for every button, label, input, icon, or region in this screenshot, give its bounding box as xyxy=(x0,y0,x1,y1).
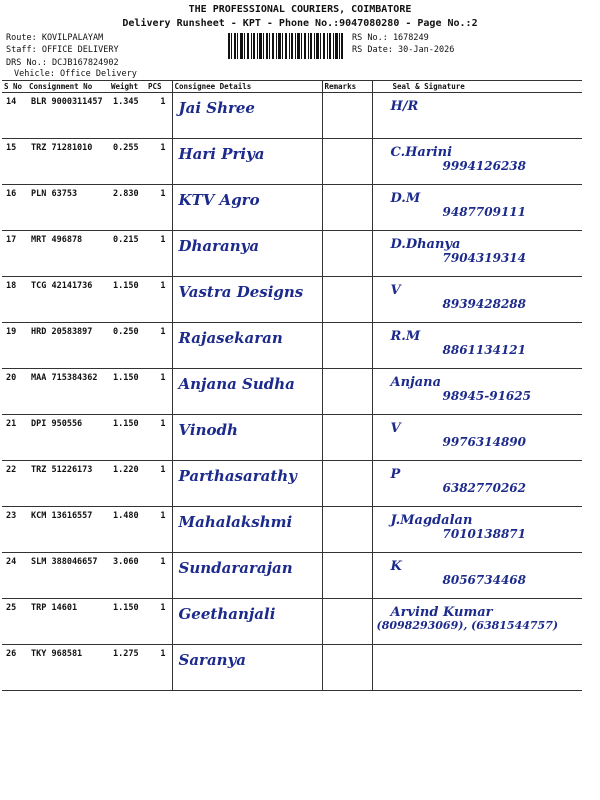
drs-label: DRS No.: DCJB167824902 xyxy=(6,58,119,68)
row-sno: 18 xyxy=(2,277,27,323)
row-consignment-number: TRZ 51226173 xyxy=(27,461,109,507)
row-phone: 8056734468 xyxy=(442,573,526,587)
row-remarks xyxy=(322,553,372,599)
row-weight: 1.480 xyxy=(109,507,146,553)
row-remarks xyxy=(322,93,372,139)
row-pcs: 1 xyxy=(146,185,172,231)
row-weight: 1.150 xyxy=(109,369,146,415)
row-phone: 9487709111 xyxy=(442,205,526,219)
row-sno: 20 xyxy=(2,369,27,415)
row-pcs: 1 xyxy=(146,507,172,553)
runsheet-table-wrapper xyxy=(2,80,582,691)
row-consignment-number: HRD 20583897 xyxy=(27,323,109,369)
row-phone: 98945-91625 xyxy=(442,389,531,403)
row-signature-cell xyxy=(372,323,582,369)
col-consignment: Consignment No xyxy=(27,81,109,93)
row-consignee-name: Hari Priya xyxy=(178,145,265,163)
row-pcs: 1 xyxy=(146,645,172,691)
table-row xyxy=(2,231,582,277)
row-consignee-cell xyxy=(172,277,322,323)
row-signature: R.M xyxy=(390,329,421,344)
row-signature-cell xyxy=(372,139,582,185)
row-consignee-name: Saranya xyxy=(178,651,247,669)
company-title: THE PROFESSIONAL COURIERS, COIMBATORE xyxy=(188,4,412,15)
row-consignee-name: Mahalakshmi xyxy=(178,513,293,531)
row-pcs: 1 xyxy=(146,415,172,461)
row-consignment-number: BLR 9000311457 xyxy=(27,93,109,139)
row-signature-cell xyxy=(372,461,582,507)
row-sno: 22 xyxy=(2,461,27,507)
row-signature-cell xyxy=(372,599,582,645)
row-signature-cell xyxy=(372,645,582,691)
row-consignee-name: Geethanjali xyxy=(178,605,276,623)
row-consignee-cell xyxy=(172,461,322,507)
table-row xyxy=(2,185,582,231)
row-remarks xyxy=(322,645,372,691)
row-phone: 8861134121 xyxy=(442,343,526,357)
row-phone: 6382770262 xyxy=(442,481,526,495)
row-weight: 0.255 xyxy=(109,139,146,185)
row-sno: 21 xyxy=(2,415,27,461)
row-pcs: 1 xyxy=(146,461,172,507)
row-consignee-name: Vastra Designs xyxy=(178,283,304,301)
barcode-icon xyxy=(228,33,343,59)
row-consignee-name: Vinodh xyxy=(178,421,238,439)
vehicle-label: Vehicle: Office Delivery xyxy=(14,69,137,79)
table-row xyxy=(2,553,582,599)
row-pcs: 1 xyxy=(146,553,172,599)
row-signature-cell xyxy=(372,277,582,323)
row-consignment-number: PLN 63753 xyxy=(27,185,109,231)
rs-number: RS No.: 1678249 xyxy=(352,33,429,43)
row-signature: Arvind Kumar xyxy=(390,605,493,620)
row-sno: 24 xyxy=(2,553,27,599)
row-pcs: 1 xyxy=(146,139,172,185)
row-consignment-number: TCG 42141736 xyxy=(27,277,109,323)
row-weight: 1.345 xyxy=(109,93,146,139)
table-row xyxy=(2,415,582,461)
row-consignment-number: SLM 388046657 xyxy=(27,553,109,599)
row-sno: 14 xyxy=(2,93,27,139)
row-consignee-name: Anjana Sudha xyxy=(178,375,295,393)
route-label: Route: KOVILPALAYAM xyxy=(6,33,104,43)
row-weight: 1.150 xyxy=(109,415,146,461)
row-consignee-cell xyxy=(172,553,322,599)
row-remarks xyxy=(322,507,372,553)
col-weight: Weight xyxy=(109,81,146,93)
row-remarks xyxy=(322,185,372,231)
col-sno: S No xyxy=(2,81,27,93)
table-row xyxy=(2,461,582,507)
row-sno: 19 xyxy=(2,323,27,369)
row-remarks xyxy=(322,231,372,277)
row-signature-cell xyxy=(372,231,582,277)
table-row xyxy=(2,139,582,185)
row-consignee-cell xyxy=(172,231,322,277)
row-consignee-name: Dharanya xyxy=(178,237,260,255)
row-consignment-number: TRZ 71281010 xyxy=(27,139,109,185)
row-consignment-number: DPI 950556 xyxy=(27,415,109,461)
row-signature: D.Dhanya xyxy=(390,237,461,252)
col-pcs: PCS xyxy=(146,81,172,93)
row-phone: 9976314890 xyxy=(442,435,526,449)
row-consignee-name: KTV Agro xyxy=(178,191,260,209)
row-signature: J.Magdalan xyxy=(390,513,473,528)
row-signature: V xyxy=(390,421,401,436)
row-sno: 25 xyxy=(2,599,27,645)
table-row xyxy=(2,507,582,553)
row-weight: 1.220 xyxy=(109,461,146,507)
row-phone: 8939428288 xyxy=(442,297,526,311)
row-pcs: 1 xyxy=(146,231,172,277)
staff-label: Staff: OFFICE DELIVERY xyxy=(6,45,119,55)
row-sno: 16 xyxy=(2,185,27,231)
row-signature: H/R xyxy=(390,99,419,114)
row-consignee-cell xyxy=(172,415,322,461)
row-phone: 9994126238 xyxy=(442,159,526,173)
table-row xyxy=(2,369,582,415)
row-pcs: 1 xyxy=(146,323,172,369)
row-consignee-cell xyxy=(172,645,322,691)
row-pcs: 1 xyxy=(146,369,172,415)
row-remarks xyxy=(322,599,372,645)
row-weight: 3.060 xyxy=(109,553,146,599)
row-consignee-cell xyxy=(172,323,322,369)
row-signature-cell xyxy=(372,93,582,139)
col-remarks: Remarks xyxy=(322,81,372,93)
row-signature-cell xyxy=(372,185,582,231)
row-consignee-name: Parthasarathy xyxy=(178,467,297,485)
row-pcs: 1 xyxy=(146,277,172,323)
row-phone: (8098293069), (6381544757) xyxy=(376,619,559,632)
row-consignee-name: Sundararajan xyxy=(178,559,293,577)
row-weight: 1.150 xyxy=(109,599,146,645)
row-consignment-number: MAA 715384362 xyxy=(27,369,109,415)
row-consignee-cell xyxy=(172,185,322,231)
row-consignment-number: KCM 13616557 xyxy=(27,507,109,553)
rs-date: RS Date: 30-Jan-2026 xyxy=(352,45,455,55)
row-remarks xyxy=(322,369,372,415)
row-phone: 7904319314 xyxy=(442,251,526,265)
row-signature-cell xyxy=(372,553,582,599)
table-header-row xyxy=(2,81,582,93)
row-remarks xyxy=(322,139,372,185)
row-signature-cell xyxy=(372,415,582,461)
runsheet-title: Delivery Runsheet - KPT - Phone No.:9047080280 - Page No.:2 xyxy=(122,18,478,29)
row-remarks xyxy=(322,415,372,461)
row-signature: P xyxy=(390,467,401,482)
row-signature-cell xyxy=(372,507,582,553)
row-weight: 1.150 xyxy=(109,277,146,323)
row-weight: 0.215 xyxy=(109,231,146,277)
row-signature: V xyxy=(390,283,401,298)
row-weight: 2.830 xyxy=(109,185,146,231)
row-consignee-cell xyxy=(172,599,322,645)
row-consignee-name: Jai Shree xyxy=(178,99,255,117)
row-consignment-number: TRP 14601 xyxy=(27,599,109,645)
row-signature: K xyxy=(390,559,402,574)
row-signature: C.Harini xyxy=(390,145,453,160)
row-remarks xyxy=(322,323,372,369)
row-sno: 15 xyxy=(2,139,27,185)
row-signature: D.M xyxy=(390,191,421,206)
row-weight: 1.275 xyxy=(109,645,146,691)
row-consignee-cell xyxy=(172,507,322,553)
table-row xyxy=(2,277,582,323)
table-row xyxy=(2,599,582,645)
runsheet-table xyxy=(2,80,582,691)
row-sno: 23 xyxy=(2,507,27,553)
row-consignee-cell xyxy=(172,139,322,185)
row-remarks xyxy=(322,277,372,323)
table-row xyxy=(2,645,582,691)
col-consignee: Consignee Details xyxy=(172,81,322,93)
table-row xyxy=(2,93,582,139)
row-pcs: 1 xyxy=(146,599,172,645)
row-consignee-name: Rajasekaran xyxy=(178,329,283,347)
row-consignee-cell xyxy=(172,369,322,415)
table-row xyxy=(2,323,582,369)
row-sno: 26 xyxy=(2,645,27,691)
row-signature: Anjana xyxy=(390,375,442,390)
row-weight: 0.250 xyxy=(109,323,146,369)
row-consignee-cell xyxy=(172,93,322,139)
row-pcs: 1 xyxy=(146,93,172,139)
row-consignment-number: TKY 968581 xyxy=(27,645,109,691)
col-seal-signature: Seal & Signature xyxy=(372,81,582,93)
row-phone: 7010138871 xyxy=(442,527,526,541)
row-signature-cell xyxy=(372,369,582,415)
row-consignment-number: MRT 496878 xyxy=(27,231,109,277)
row-sno: 17 xyxy=(2,231,27,277)
row-remarks xyxy=(322,461,372,507)
